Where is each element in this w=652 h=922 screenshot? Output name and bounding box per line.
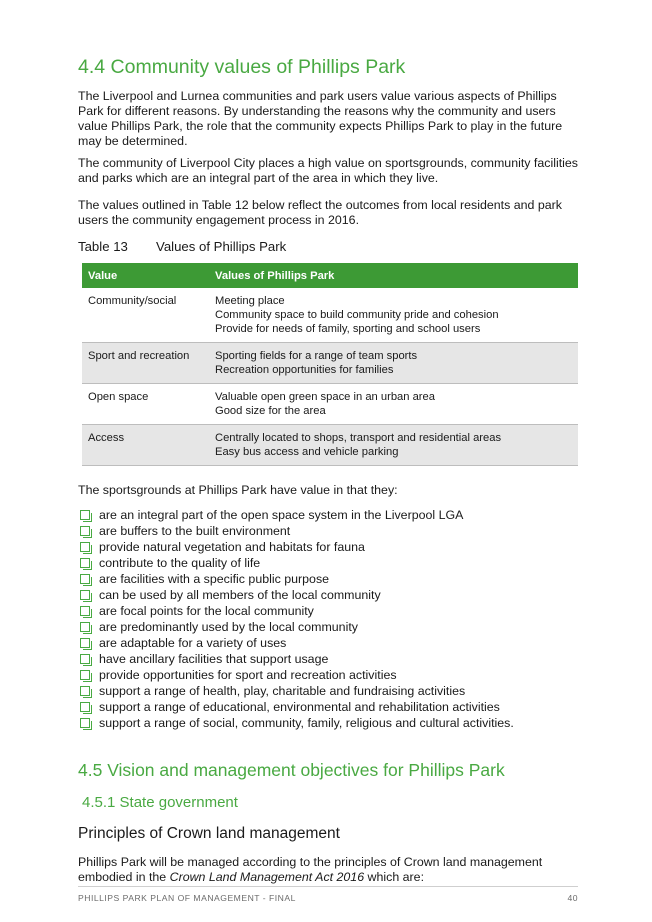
checkbox-bullet-icon (80, 638, 90, 648)
table-cell-value: Access (82, 425, 209, 466)
table-caption (78, 239, 286, 254)
table-header-value: Value (82, 263, 209, 288)
list-item: have ancillary facilities that support usage (78, 651, 514, 667)
table-caption-title: Values of Phillips Park (156, 239, 287, 254)
table-row (82, 384, 578, 425)
paragraph-liverpool-values: The community of Liverpool City places a high value on sportsgrounds, community facilities and parks which are an integral part of the area in which they live. (78, 156, 578, 185)
checkbox-bullet-icon (80, 686, 90, 696)
table-cell-line: Good size for the area (215, 405, 326, 417)
table-cell-line: Centrally located to shops, transport and residential areas (215, 432, 502, 444)
checkbox-bullet-icon (80, 702, 90, 712)
checkbox-bullet-icon (80, 558, 90, 568)
table-header-values-of-park: Values of Phillips Park (209, 263, 578, 288)
checkbox-bullet-icon (80, 526, 90, 536)
table-cell-line: Easy bus access and vehicle parking (215, 446, 399, 458)
list-item: provide opportunities for sport and recreation activities (78, 667, 514, 683)
page-footer (78, 886, 578, 903)
list-item: provide natural vegetation and habitats for fauna (78, 539, 514, 555)
paragraph-community-values-intro: The Liverpool and Lurnea communities and park users value various aspects of Phillips Park for different reasons. By understanding the reasons why the community and users value Phillips Park, the role that the community expects Phillips Park to play in the future may be determined. (78, 89, 563, 148)
table-cell-description (209, 425, 578, 466)
checkbox-bullet-icon (80, 606, 90, 616)
list-item: are buffers to the built environment (78, 523, 514, 539)
list-item: are facilities with a specific public purpose (78, 571, 514, 587)
section-heading-4-5: 4.5 Vision and management objectives for Phillips Park (78, 760, 505, 780)
table-cell-line: Recreation opportunities for families (215, 364, 394, 376)
table-cell-line: Provide for needs of family, sporting and school users (215, 323, 481, 335)
table-cell-description (209, 288, 578, 343)
minor-heading-crown-land: Principles of Crown land management (78, 825, 340, 842)
values-table (82, 263, 578, 466)
list-item: are an integral part of the open space system in the Liverpool LGA (78, 507, 514, 523)
table-caption-number: Table 13 (78, 239, 128, 254)
table-cell-description (209, 384, 578, 425)
list-item: support a range of educational, environmental and rehabilitation activities (78, 699, 514, 715)
subsection-heading-4-5-1: 4.5.1 State government (82, 794, 238, 811)
section-heading-4-4: 4.4 Community values of Phillips Park (78, 56, 406, 78)
checkbox-bullet-icon (80, 542, 90, 552)
checkbox-bullet-icon (80, 670, 90, 680)
list-item: are adaptable for a variety of uses (78, 635, 514, 651)
paragraph-crown-land-principles: Phillips Park will be managed according to the principles of Crown land management embodied in the Crown Land Management Act 2016 which are: (78, 855, 543, 884)
table-row (82, 288, 578, 343)
table-cell-value: Open space (82, 384, 209, 425)
table-cell-value: Sport and recreation (82, 343, 209, 384)
table-cell-line: Community space to build community pride and cohesion (215, 309, 499, 321)
table-cell-description (209, 343, 578, 384)
paragraph-table-reference: The values outlined in Table 12 below reflect the outcomes from local residents and park users the community engagement process in 2016. (78, 198, 562, 227)
checkbox-bullet-icon (80, 590, 90, 600)
list-item: support a range of health, play, charitable and fundraising activities (78, 683, 514, 699)
act-title: Crown Land Management Act 2016 (169, 870, 365, 884)
table-row (82, 343, 578, 384)
checkbox-bullet-icon (80, 510, 90, 520)
checkbox-bullet-icon (80, 718, 90, 728)
table-cell-value: Community/social (82, 288, 209, 343)
sportsgrounds-bullet-list (78, 507, 514, 731)
checkbox-bullet-icon (80, 574, 90, 584)
checkbox-bullet-icon (80, 654, 90, 664)
list-item: can be used by all members of the local community (78, 587, 514, 603)
list-item: are focal points for the local community (78, 603, 514, 619)
page-number: 40 (567, 893, 578, 903)
table-cell-line: Meeting place (215, 295, 285, 307)
list-item: support a range of social, community, family, religious and cultural activities. (78, 715, 514, 731)
table-row (82, 425, 578, 466)
footer-document-title: PHILLIPS PARK PLAN OF MANAGEMENT - FINAL (78, 893, 296, 903)
list-item: are predominantly used by the local community (78, 619, 514, 635)
checkbox-bullet-icon (80, 622, 90, 632)
table-cell-line: Valuable open green space in an urban area (215, 391, 435, 403)
paragraph-sportsgrounds-intro: The sportsgrounds at Phillips Park have value in that they: (78, 483, 398, 497)
table-cell-line: Sporting fields for a range of team sports (215, 350, 418, 362)
table-header-row (82, 263, 578, 288)
list-item: contribute to the quality of life (78, 555, 514, 571)
